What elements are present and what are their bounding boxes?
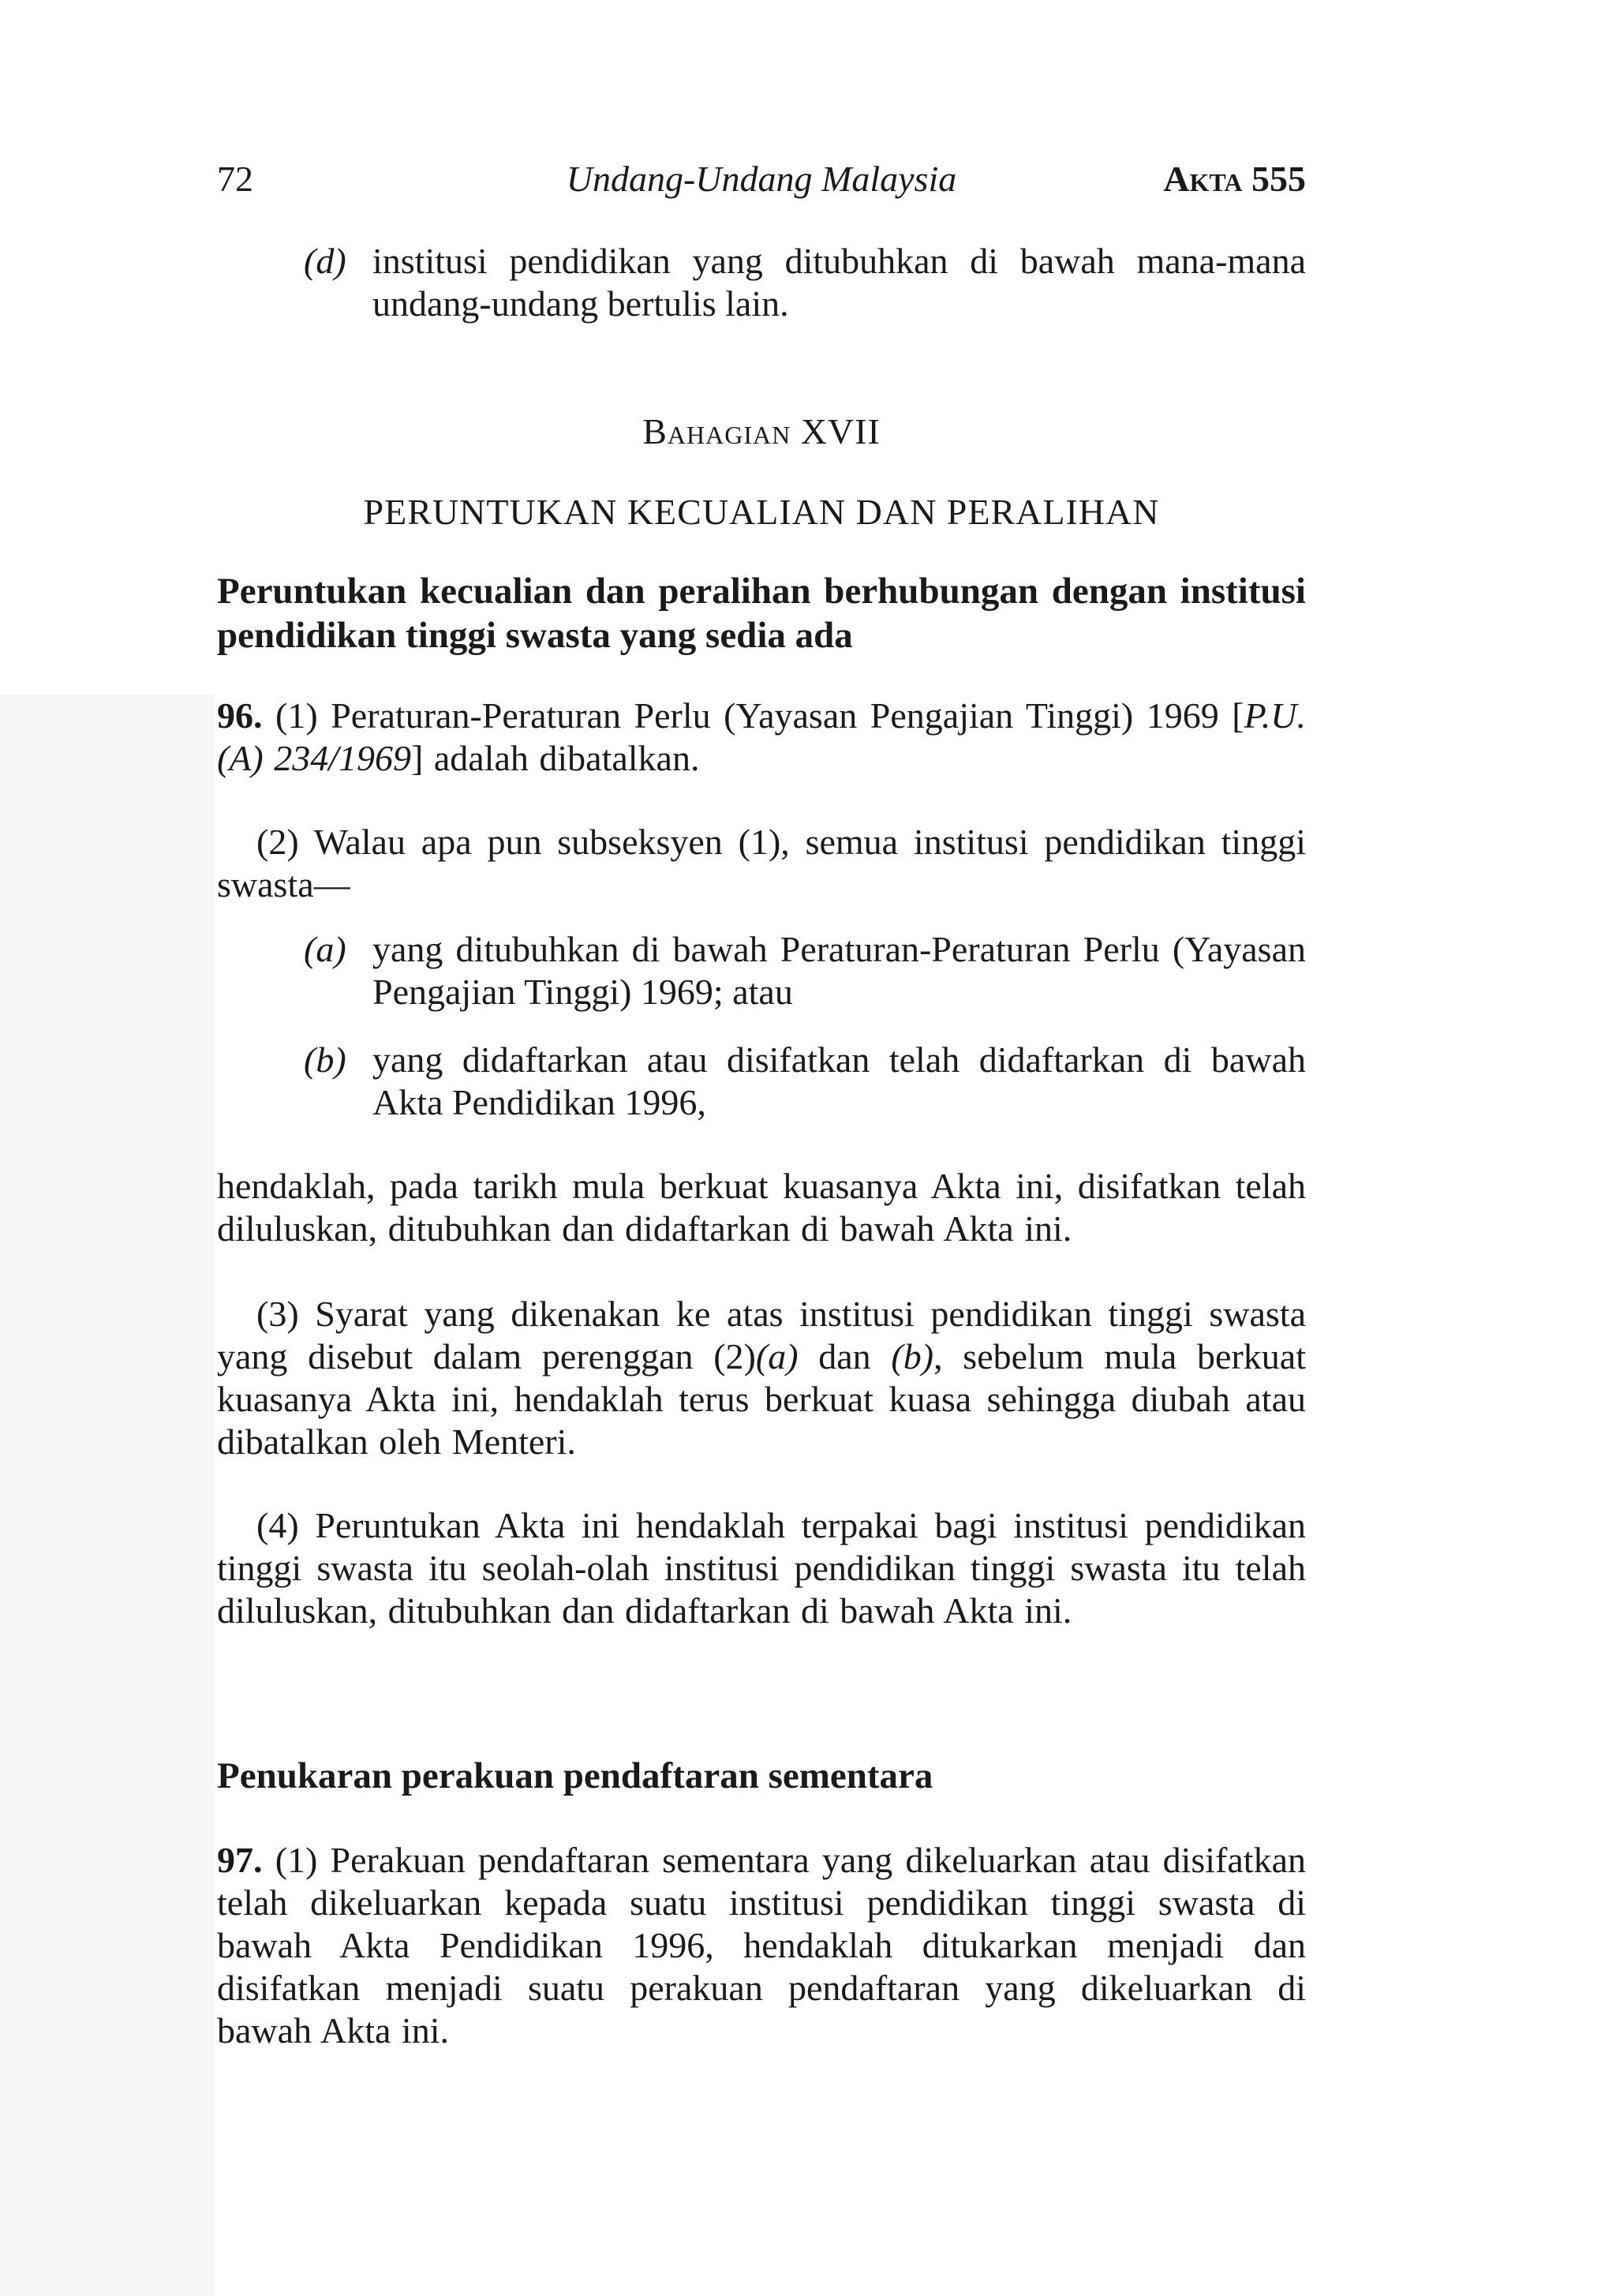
running-header <box>217 158 1306 205</box>
part-title: PERUNTUKAN KECUALIAN DAN PERALIHAN <box>363 492 1160 532</box>
subsection-text: (3) Syarat yang dikenakan ke atas institusi pendidikan tinggi swasta yang disebut dalam perenggan (2) <box>217 1294 1306 1376</box>
act-number: Akta 555 <box>1163 159 1306 199</box>
subsection-text-end: ] adalah dibatalkan. <box>411 738 700 778</box>
list-item-b <box>217 1039 1306 1124</box>
section-96-subsection-1 <box>217 695 1306 780</box>
subsection-text-mid: dan <box>798 1336 892 1376</box>
legal-reference: P.U. (A) 234/1969 <box>217 695 1306 778</box>
item-label: (b) <box>304 1039 346 1080</box>
subsection-text: (1) Perakuan pendaftaran sementara yang dikeluarkan atau disifatkan telah dikeluarkan kepada suatu institusi pendidikan tinggi swasta di bawah Akta Pendidikan 1996, hendaklah ditukarkan menjadi dan disifatkan menjadi suatu perakuan pendaftaran yang dikeluarkan di bawah Akta ini. <box>217 1840 1306 2051</box>
subsection-text-end: , sebelum mula berkuat kuasanya Akta ini, hendaklah terus berkuat kuasa sehingga diubah atau dibatalkan oleh Menteri. <box>217 1336 1306 1462</box>
section-96-subsection-4 <box>217 1504 1306 1632</box>
list-item-a <box>217 928 1306 1013</box>
section-96-subsection-2 <box>217 821 1306 906</box>
section-heading-96: Peruntukan kecualian dan peralihan berhubungan dengan institusi pendidikan tinggi swasta yang sedia ada <box>217 571 1306 656</box>
section-96-subsection-3 <box>217 1293 1306 1463</box>
running-title: Undang-Undang Malaysia <box>566 159 957 199</box>
section-96-closing-text: hendaklah, pada tarikh mula berkuat kuasanya Akta ini, disifatkan telah diluluskan, ditubuhkan dan didaftarkan di bawah Akta ini. <box>217 1166 1306 1249</box>
paragraph-ref-a: (a) <box>755 1336 799 1376</box>
section-number: 97. <box>217 1840 263 1880</box>
page-margin-shade <box>0 695 215 2296</box>
section-number: 96. <box>217 695 263 736</box>
list-item-d <box>217 240 1306 325</box>
part-number: Bahagian XVII <box>642 411 881 451</box>
paragraph-ref-b: (b) <box>891 1336 934 1376</box>
section-heading-97: Penukaran perakuan pendaftaran sementara <box>217 1755 933 1796</box>
section-97-subsection-1 <box>217 1839 1306 2052</box>
item-text: institusi pendidikan yang ditubuhkan di bawah mana-mana undang-undang bertulis lain. <box>372 241 1306 324</box>
item-label: (d) <box>304 241 346 281</box>
item-text: yang didaftarkan atau disifatkan telah didaftarkan di bawah Akta Pendidikan 1996, <box>372 1039 1306 1122</box>
item-label: (a) <box>304 929 346 969</box>
page-number: 72 <box>217 159 253 199</box>
subsection-text: (2) Walau apa pun subseksyen (1), semua institusi pendidikan tinggi swasta— <box>217 822 1306 905</box>
subsection-text: (4) Peruntukan Akta ini hendaklah terpakai bagi institusi pendidikan tinggi swasta itu seolah-olah institusi pendidikan tinggi swasta itu telah diluluskan, ditubuhkan dan didaftarkan di bawah Akta ini. <box>217 1505 1306 1631</box>
item-text: yang ditubuhkan di bawah Peraturan-Peraturan Perlu (Yayasan Pengajian Tinggi) 1969; atau <box>372 929 1306 1012</box>
subsection-text: (1) Peraturan-Peraturan Perlu (Yayasan Pengajian Tinggi) 1969 [ <box>275 695 1244 736</box>
